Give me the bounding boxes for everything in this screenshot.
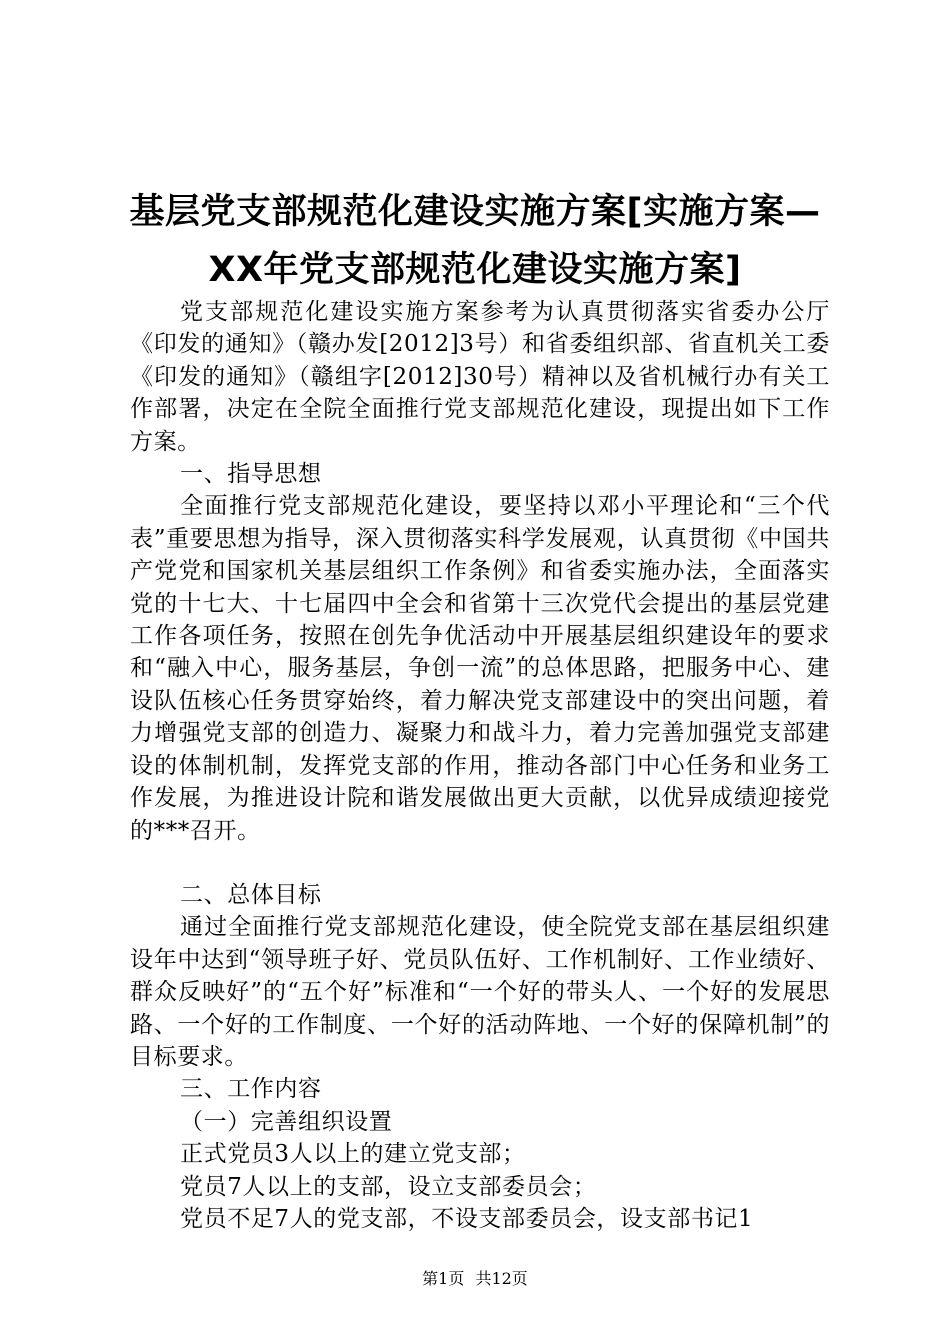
paragraph-spacer [130,847,830,879]
overall-goal-paragraph: 通过全面推行党支部规范化建设，使全院党支部在基层组织建设年中达到“领导班子好、党员队伍好、工作机制好、工作业绩好、群众反映好”的“五个好”标准和“一个好的带头人、一个好的发展思路、一个好的工作制度、一个好的活动阵地、一个好的保障机制”的目标要求。 [130,914,830,1070]
list-item: 党员不足7人的党支部，不设支部委员会，设支部书记1 [180,1205,754,1232]
list-item: 正式党员3人以上的建立党支部； [180,1141,526,1168]
intro-paragraph: 党支部规范化建设实施方案参考为认真贯彻落实省委办公厅《印发的通知》（赣办发[2012]3号）和省委组织部、省直机关工委《印发的通知》（赣组字[2012]30号）精神以及省机械行办有关工作部署，决定在全院全面推行党支部规范化建设，现提出如下工作方案。 [130,299,830,455]
section-heading-work-content: 三、工作内容 [180,1076,322,1103]
subsection-heading-organization: （一）完善组织设置 [180,1108,393,1135]
guiding-ideology-paragraph: 全面推行党支部规范化建设，要坚持以邓小平理论和“三个代表”重要思想为指导，深入贯彻落实科学发展观，认真贯彻《中国共产党党和国家机关基层组织工作条例》和省委实施办法，全面落实党的十七大、十七届四中全会和省第十三次党代会提出的基层党建工作各项任务，按照在创先争优活动中开展基层组织建设年的要求和“融入中心，服务基层，争创一流”的总体思路，把服务中心、建设队伍核心任务贯穿始终，着力解决党支部建设中的突出问题，着力增强党支部的创造力、凝聚力和战斗力，着力完善加强党支部建设的体制机制，发挥党支部的作用，推动各部门中心任务和业务工作发展，为推进设计院和谐发展做出更大贡献，以优异成绩迎接党的***召开。 [130,493,830,844]
section-heading-overall-goal: 二、总体目标 [180,881,322,908]
page-footer: 第1页 共12页 [422,1269,528,1288]
document-body [130,296,830,1235]
list-item: 党员7人以上的支部，设立支部委员会； [180,1173,597,1200]
section-heading-guiding-ideology: 一、指导思想 [180,461,322,488]
document-title-line-1: 基层党支部规范化建设实施方案[实施方案— [129,192,821,232]
document-title-line-2: XX年党支部规范化建设实施方案] [208,250,742,290]
